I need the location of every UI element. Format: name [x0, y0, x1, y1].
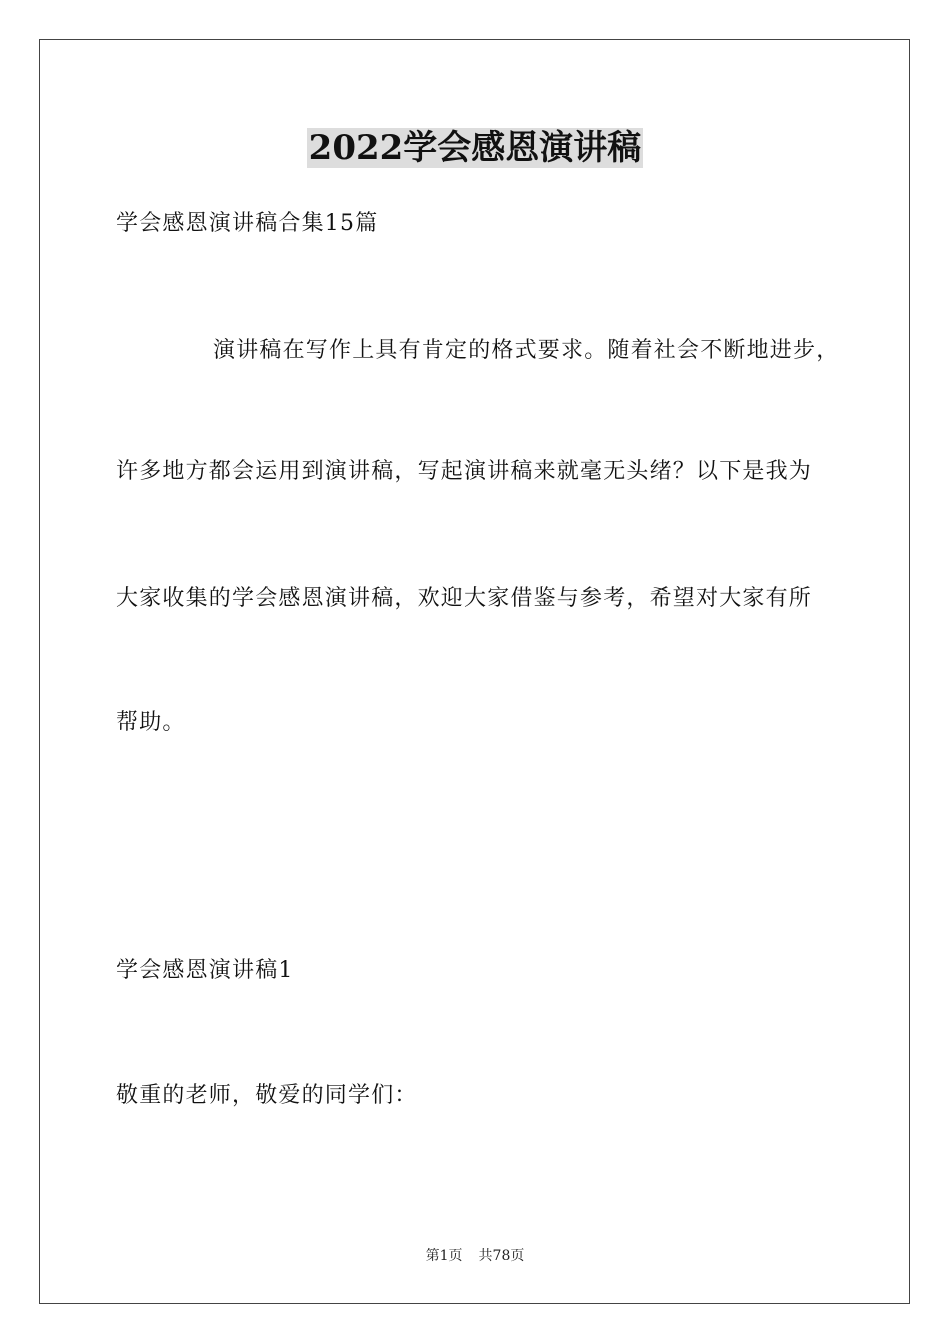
page-number: 第1页 — [425, 1248, 463, 1264]
paragraph-line-1: 演讲稿在写作上具有肯定的格式要求。随着社会不断地进步， — [213, 338, 840, 363]
paragraph-line-2: 许多地方都会运用到演讲稿，写起演讲稿来就毫无头绪？以下是我为 — [116, 459, 813, 484]
section-heading: 学会感恩演讲稿1 — [116, 958, 294, 983]
page-total: 共78页 — [478, 1248, 525, 1264]
document-title-text: 2022学会感恩演讲稿 — [308, 128, 642, 168]
salutation: 敬重的老师，敬爱的同学们： — [116, 1083, 418, 1108]
page-footer — [0, 1246, 950, 1266]
document-subtitle: 学会感恩演讲稿合集15篇 — [116, 211, 379, 236]
document-title — [0, 126, 950, 170]
paragraph-line-3: 大家收集的学会感恩演讲稿，欢迎大家借鉴与参考，希望对大家有所 — [116, 586, 813, 611]
paragraph-line-4: 帮助。 — [116, 710, 186, 735]
